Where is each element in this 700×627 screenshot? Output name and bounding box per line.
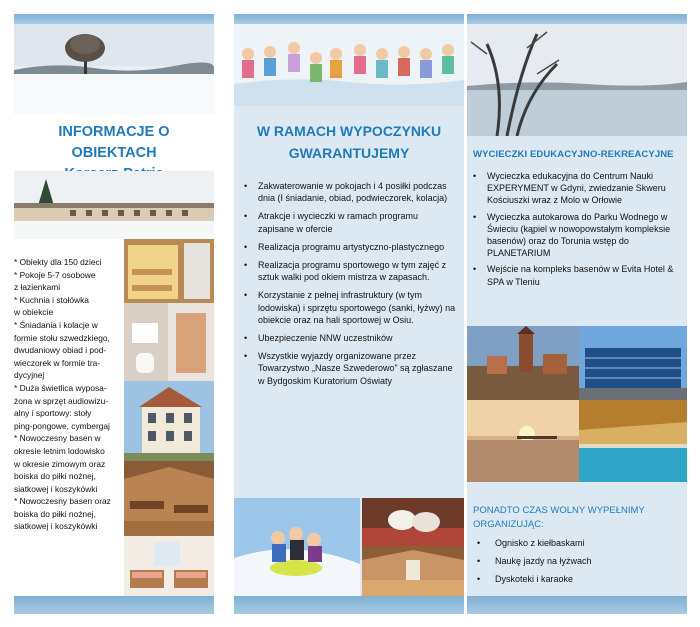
- list-item: • Wejście na kompleks basenów w Evita Hotel & SPA w Tleniu: [473, 263, 681, 287]
- fact-line: * Obiekty dla 150 dzieci: [14, 257, 102, 267]
- fact-line: boiska do piłki nożnej,: [14, 508, 96, 519]
- kids-illustration: [234, 24, 464, 106]
- fact-line: ping-pongowe, cymbergaj: [14, 420, 110, 431]
- fact-line: wieczorek w formie tra-: [14, 357, 101, 368]
- guarantees-heading-line2: GWARANTUJEMY: [288, 145, 410, 161]
- fact-line: dycyjnej: [14, 370, 45, 381]
- list-item: • Zakwaterowanie w pokojach i 4 posiłki podczas dnia (I śniadanie, obiad, podwieczorek, kolacja): [244, 180, 456, 204]
- list-item: • Naukę jazdy na łyżwach: [473, 555, 681, 567]
- fact-line: formie stołu szwedzkiego,: [14, 332, 110, 343]
- villa-photo: [124, 381, 214, 461]
- trips-list: [473, 170, 681, 292]
- decorative-bar: [234, 596, 464, 614]
- wrestling-photo: [362, 498, 464, 546]
- bathroom-photo: [124, 303, 214, 381]
- sledding-photo: [234, 498, 360, 596]
- guarantees-list: [244, 180, 456, 393]
- list-item: • Wycieczka autokarowa do Parku Wodnego w Świeciu (kąpiel w nowopowstałym kompleksie basenów) oraz do Torunia wstęp do PLANETARIUM: [473, 211, 681, 260]
- list-item: • Wszystkie wyjazdy organizowane przez Towarzystwo „Nasze Szwederowo” są zgłaszane w Bydgoskim Kuratorium Oświaty: [244, 350, 456, 387]
- experyment-photo: [579, 326, 687, 400]
- panel-facilities: [14, 14, 214, 614]
- list-item: • Realizacja programu artystyczno-plastycznego: [244, 241, 456, 253]
- list-item: • Korzystanie z pełnej infrastruktury (w tym lodowiska) i sprzętu sportowego (sanki, łyżwy) na obiekcie oraz na hali sportowej w Osiu.: [244, 289, 456, 326]
- fact-line: * Pokoje 5-7 osobowe: [14, 269, 96, 280]
- pool-photo: [579, 400, 687, 482]
- fact-line: z łazienkami: [14, 282, 61, 293]
- facilities-list: [14, 256, 126, 533]
- bedroom-photo: [124, 239, 214, 303]
- guarantees-heading-line1: W RAMACH WYPOCZYNKU: [256, 123, 442, 139]
- list-item: • Atrakcje i wycieczki w ramach programu zapisane w ofercie: [244, 210, 456, 234]
- room-photo: [124, 536, 214, 598]
- list-item: • Ognisko z kiełbaskami: [473, 537, 681, 549]
- fact-line: w obiekcie: [14, 307, 54, 318]
- fact-line: w okresie zimowym oraz: [14, 458, 106, 469]
- decorative-bar: [14, 14, 214, 24]
- decorative-bar: [467, 14, 687, 24]
- fact-line: siatkowej i koszykówki: [14, 483, 98, 494]
- list-item: • Dyskoteki i karaoke: [473, 573, 681, 585]
- free-time-list: [473, 537, 681, 591]
- panel-trips: [467, 14, 687, 614]
- sports-hall-photo: [362, 546, 464, 596]
- fact-line: siatkowej i koszykówki: [14, 521, 98, 532]
- fact-line: * Nowoczesny basen oraz: [14, 496, 111, 507]
- decorative-bar: [467, 596, 687, 614]
- dining-hall-photo: [124, 461, 214, 536]
- fact-line: żona w sprzęt audiowizu-: [14, 395, 109, 406]
- trips-title: WYCIECZKI EDUKACYJNO-REKREACYJNE: [473, 149, 674, 160]
- fact-line: boiska do piłki nożnej,: [14, 471, 96, 482]
- fact-line: * Śniadania i kolacje w: [14, 319, 98, 330]
- guarantees-heading: [234, 120, 464, 164]
- fact-line: alny i sportowy: stoły: [14, 408, 92, 419]
- list-item: • Wycieczka edukacyjna do Centrum Nauki EXPERYMENT w Gdyni, zwiedzanie Skweru Kościuszki wraz z Molo w Orłowie: [473, 170, 681, 207]
- facilities-title-line1: INFORMACJE O OBIEKTACH: [58, 124, 170, 161]
- torun-photo: [467, 326, 579, 400]
- panel-guarantees: [234, 14, 464, 614]
- decorative-bar: [234, 14, 464, 24]
- list-item: • Ubezpieczenie NNW uczestników: [244, 332, 456, 344]
- list-item: • Realizacja programu sportowego w tym zajęć z sztuk walki pod okiem mistrza w zapasach.: [244, 259, 456, 283]
- decorative-bar: [14, 596, 214, 614]
- winter-lake-photo: [467, 24, 687, 136]
- sunset-pier-photo: [467, 400, 579, 482]
- fact-line: * Duża świetlica wyposa-: [14, 382, 107, 393]
- winter-tree-photo: [14, 24, 214, 114]
- fact-line: okresie letnim lodowisko: [14, 445, 105, 456]
- fact-line: * Kuchnia i stołówka: [14, 294, 89, 305]
- fact-line: * Nowoczesny basen w: [14, 433, 101, 444]
- free-time-title: PONADTO CZAS WOLNY WYPEŁNIMY ORGANIZUJĄC:: [473, 505, 645, 530]
- fact-line: dwudaniowy obiad i pod-: [14, 345, 107, 356]
- building-photo: [14, 171, 214, 239]
